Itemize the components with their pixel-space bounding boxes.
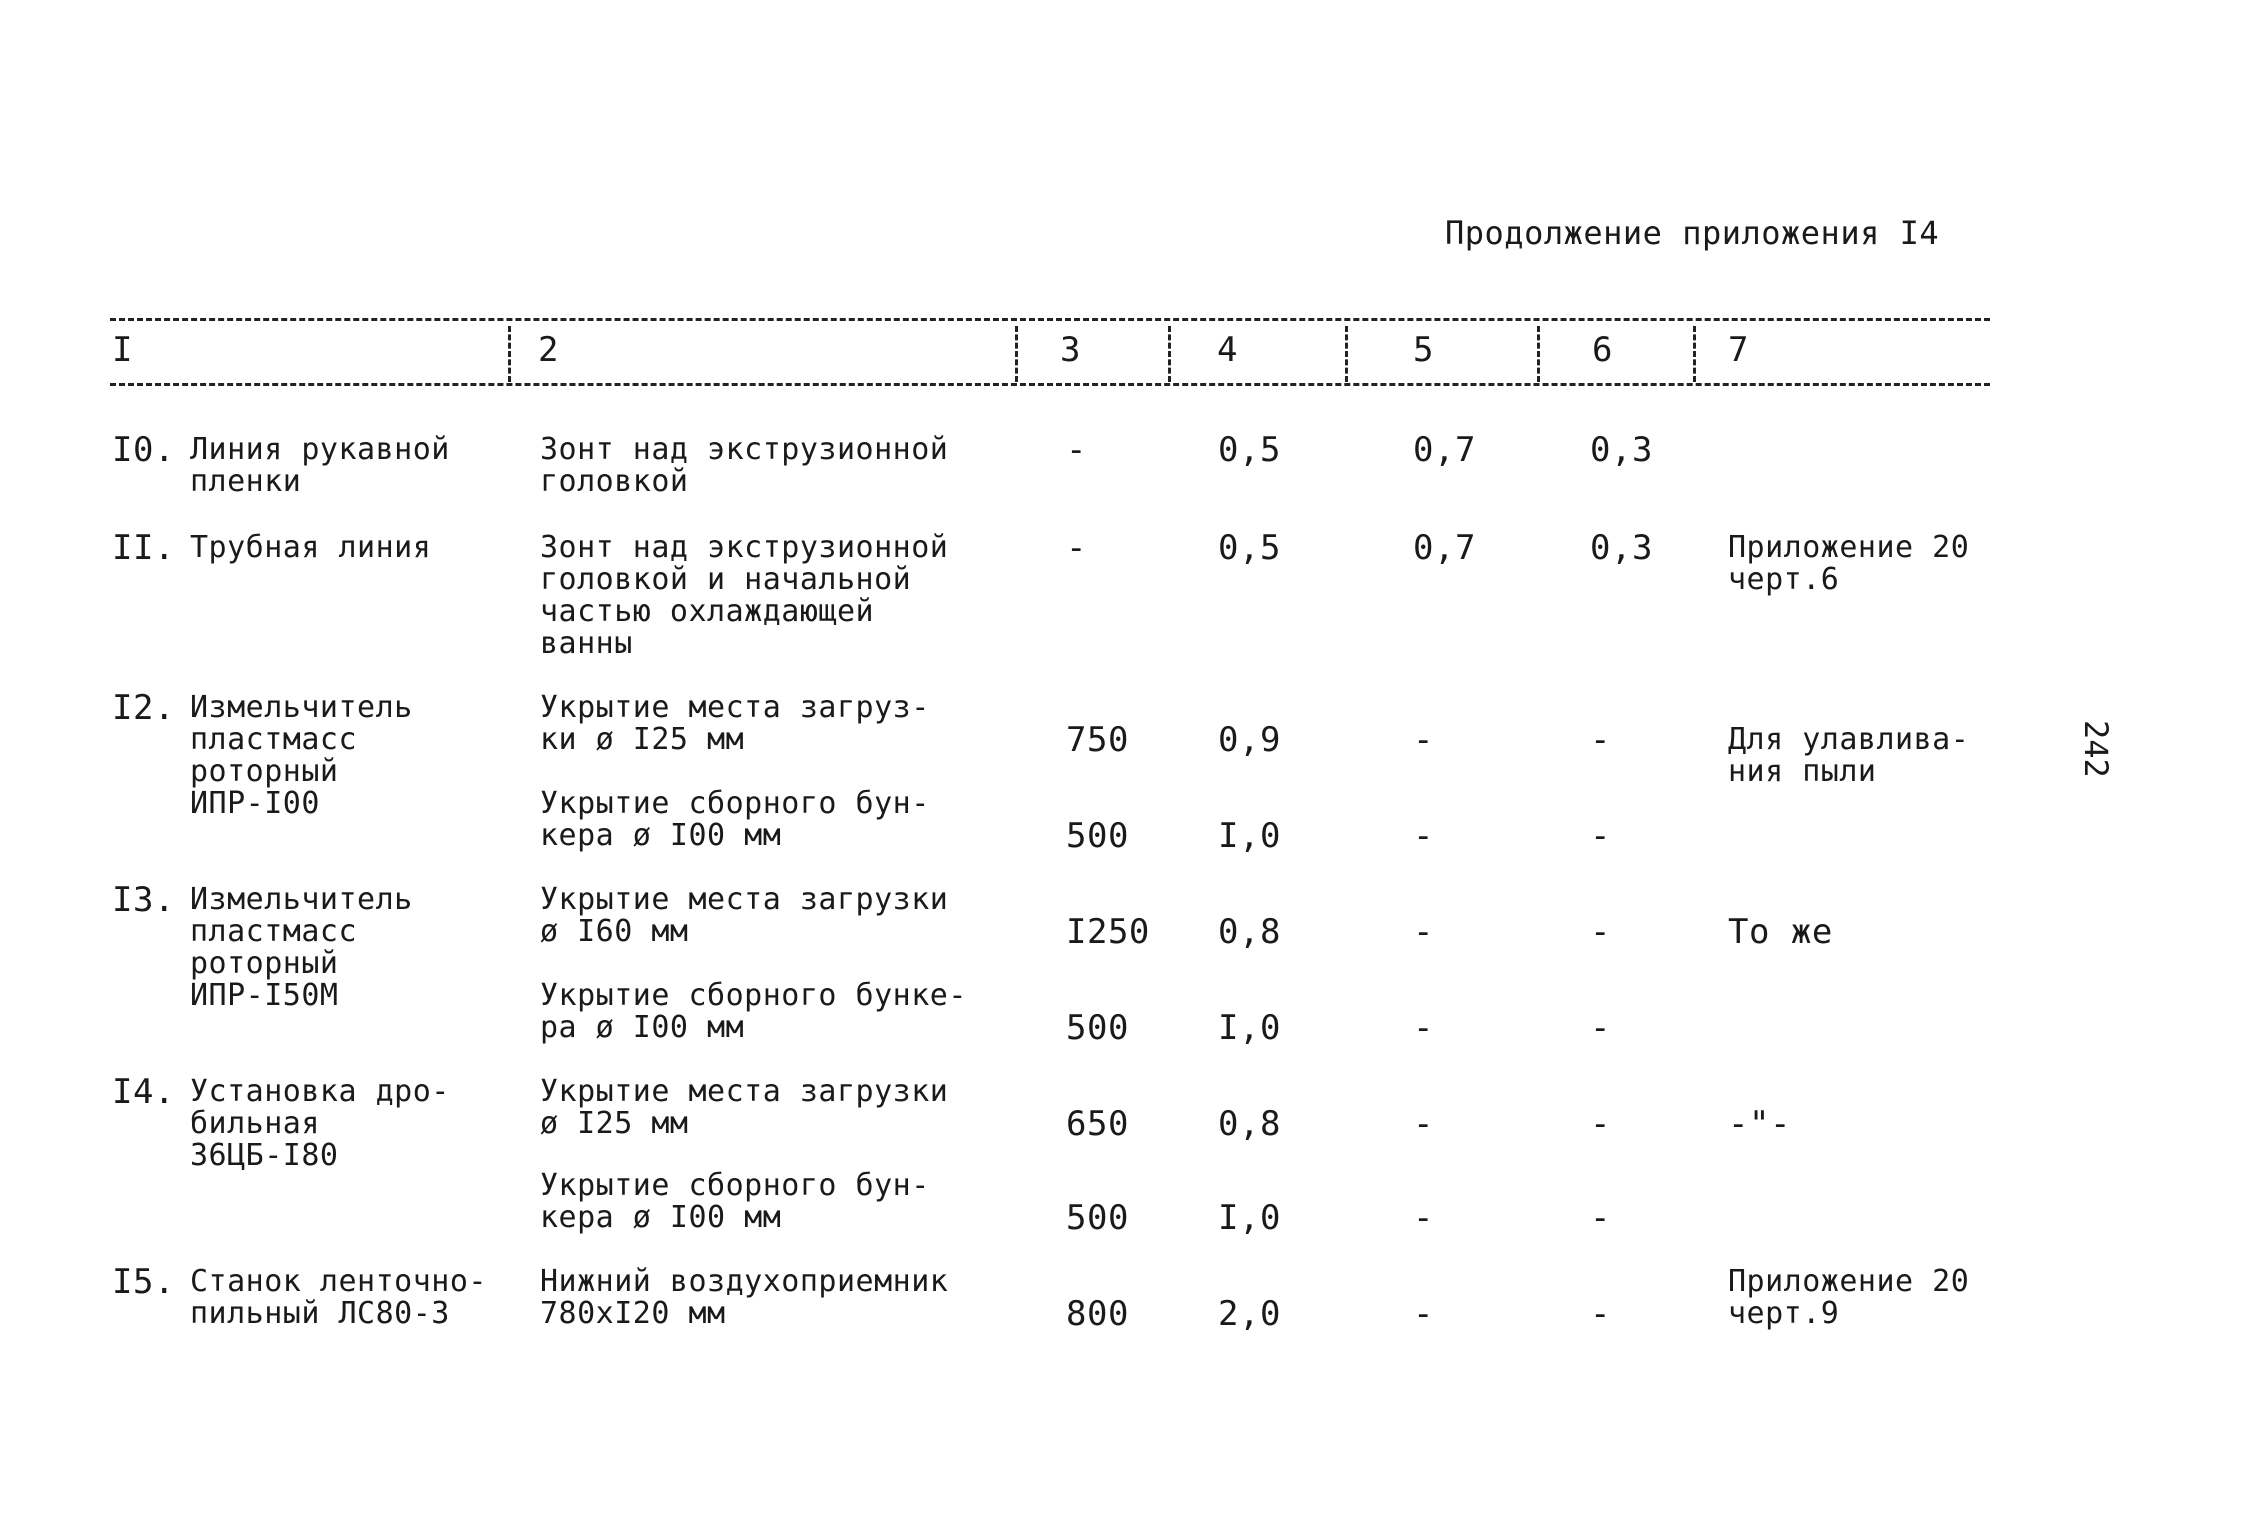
- cell-col6: 0,3: [1590, 430, 1653, 470]
- column-header-2: 2: [538, 330, 559, 370]
- cell-col7: Приложение 20 черт.6: [1728, 530, 1970, 597]
- row-number: I2.: [112, 688, 175, 728]
- cell-col3: 500: [1066, 1198, 1129, 1238]
- equipment-name: Станок ленточно- пильный ЛС80-3: [190, 1264, 487, 1331]
- cell-col4: 0,5: [1218, 528, 1281, 568]
- cell-col5: -: [1413, 1294, 1434, 1334]
- cell-col7: -"-: [1728, 1104, 1791, 1144]
- cell-col3: 800: [1066, 1294, 1129, 1334]
- column-separator: [1693, 326, 1696, 382]
- row-number: I3.: [112, 880, 175, 920]
- column-header-1: I: [112, 330, 133, 370]
- cell-col4: 0,8: [1218, 1104, 1281, 1144]
- equipment-name: Измельчитель пластмасс роторный ИПР-I00: [190, 690, 413, 821]
- cell-col3: 500: [1066, 1008, 1129, 1048]
- exhaust-place: Укрытие места загрузки ø I60 мм: [540, 882, 949, 949]
- exhaust-place: Укрытие сборного бунке- ра ø I00 мм: [540, 978, 967, 1045]
- exhaust-place: Нижний воздухоприемник 780хI20 мм: [540, 1264, 949, 1331]
- cell-col7: Для улавлива- ния пыли: [1728, 722, 1970, 789]
- cell-col5: -: [1413, 1104, 1434, 1144]
- cell-col6: -: [1590, 1294, 1611, 1334]
- cell-col6: -: [1590, 1198, 1611, 1238]
- exhaust-place: Зонт над экструзионной головкой и начальной частью охлаждающей ванны: [540, 530, 949, 661]
- cell-col6: -: [1590, 912, 1611, 952]
- cell-col5: 0,7: [1413, 528, 1476, 568]
- cell-col4: I,0: [1218, 1198, 1281, 1238]
- column-header-4: 4: [1217, 330, 1238, 370]
- cell-col6: -: [1590, 1008, 1611, 1048]
- equipment-name: Установка дро- бильная 36ЦБ-I80: [190, 1074, 450, 1173]
- cell-col5: -: [1413, 1008, 1434, 1048]
- table-header-rule: [110, 383, 1990, 386]
- column-separator: [1168, 326, 1171, 382]
- cell-col4: 0,5: [1218, 430, 1281, 470]
- row-number: I0.: [112, 430, 175, 470]
- cell-col3: -: [1066, 430, 1087, 470]
- row-number: I5.: [112, 1262, 175, 1302]
- cell-col5: 0,7: [1413, 430, 1476, 470]
- page-number: 242: [2077, 720, 2115, 778]
- exhaust-place: Укрытие места загруз- ки ø I25 мм: [540, 690, 930, 757]
- cell-col6: -: [1590, 720, 1611, 760]
- column-separator: [1537, 326, 1540, 382]
- row-number: I4.: [112, 1072, 175, 1112]
- row-number: II.: [112, 528, 175, 568]
- cell-col6: 0,3: [1590, 528, 1653, 568]
- cell-col3: I250: [1066, 912, 1150, 952]
- cell-col4: 0,8: [1218, 912, 1281, 952]
- column-separator: [1015, 326, 1018, 382]
- cell-col6: -: [1590, 1104, 1611, 1144]
- exhaust-place: Зонт над экструзионной головкой: [540, 432, 949, 499]
- exhaust-place: Укрытие места загрузки ø I25 мм: [540, 1074, 949, 1141]
- cell-col5: -: [1413, 720, 1434, 760]
- cell-col5: -: [1413, 912, 1434, 952]
- cell-col4: I,0: [1218, 816, 1281, 856]
- cell-col5: -: [1413, 1198, 1434, 1238]
- cell-col4: 2,0: [1218, 1294, 1281, 1334]
- exhaust-place: Укрытие сборного бун- кера ø I00 мм: [540, 786, 930, 853]
- cell-col6: -: [1590, 816, 1611, 856]
- column-separator: [1345, 326, 1348, 382]
- cell-col3: 500: [1066, 816, 1129, 856]
- column-header-7: 7: [1728, 330, 1749, 370]
- column-separator: [508, 326, 511, 382]
- cell-col5: -: [1413, 816, 1434, 856]
- cell-col7: То же: [1728, 912, 1833, 952]
- equipment-name: Трубная линия: [190, 530, 432, 565]
- cell-col3: -: [1066, 528, 1087, 568]
- column-header-6: 6: [1592, 330, 1613, 370]
- column-header-5: 5: [1413, 330, 1434, 370]
- cell-col3: 750: [1066, 720, 1129, 760]
- page-heading: Продолжение приложения I4: [1445, 214, 1940, 252]
- column-header-3: 3: [1060, 330, 1081, 370]
- exhaust-place: Укрытие сборного бун- кера ø I00 мм: [540, 1168, 930, 1235]
- equipment-name: Линия рукавной пленки: [190, 432, 450, 499]
- table-top-rule: [110, 318, 1990, 321]
- cell-col7: Приложение 20 черт.9: [1728, 1264, 1970, 1331]
- equipment-name: Измельчитель пластмасс роторный ИПР-I50М: [190, 882, 413, 1013]
- cell-col3: 650: [1066, 1104, 1129, 1144]
- cell-col4: I,0: [1218, 1008, 1281, 1048]
- cell-col4: 0,9: [1218, 720, 1281, 760]
